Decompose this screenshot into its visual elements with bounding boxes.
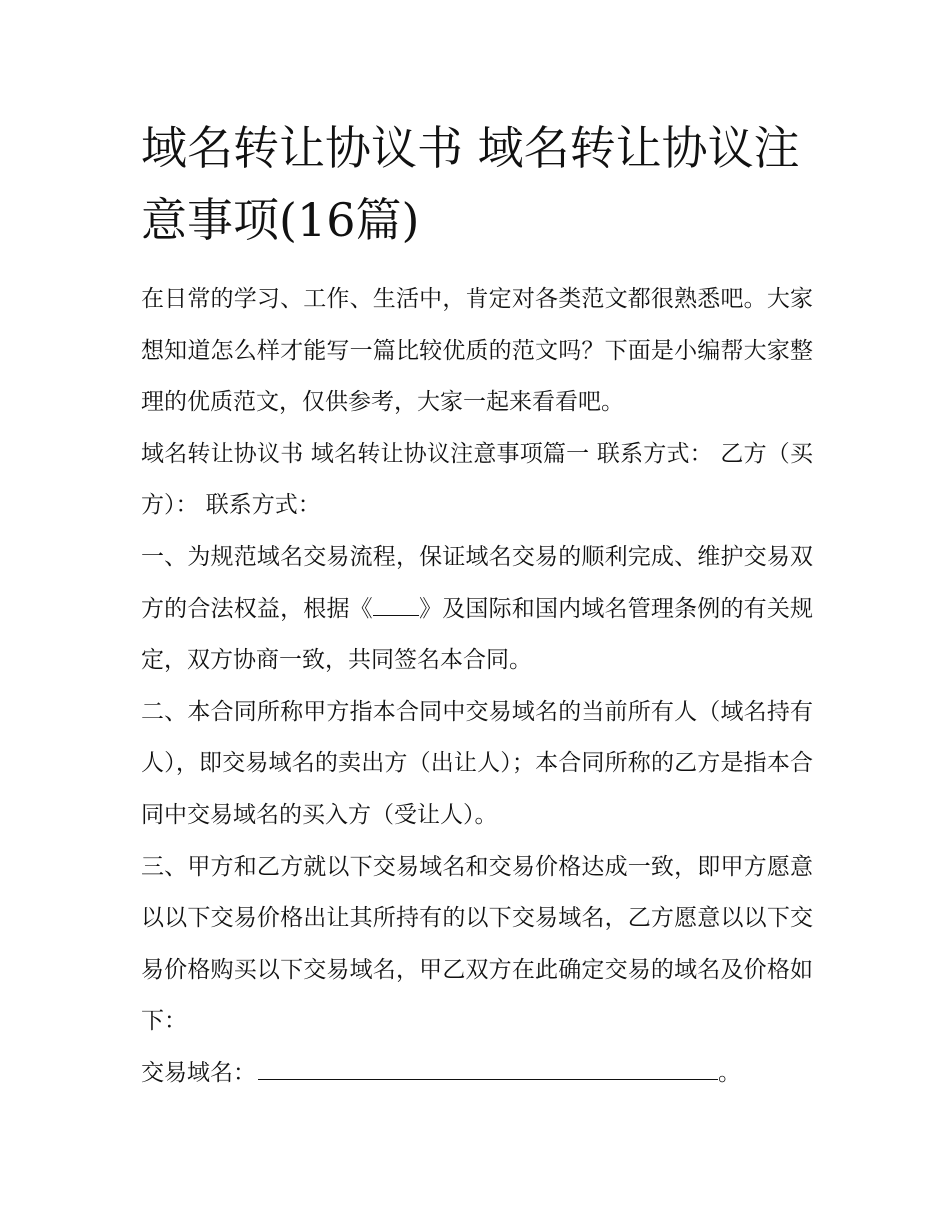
domain-line-end: 。 [718, 1059, 741, 1086]
domain-blank [258, 1061, 718, 1080]
law-name-blank [373, 597, 419, 616]
document-title: 域名转让协议书 域名转让协议注意事项(16篇) [141, 121, 800, 247]
domain-line [141, 1048, 813, 1100]
domain-label: 交易域名： [141, 1059, 256, 1086]
clause-one-text-before: 一、为规范域名交易流程，保证域名交易的顺利完成、维护交易双方的合法权益，根据《 [141, 543, 813, 622]
contact-paragraph: 域名转让协议书 域名转让协议注意事项篇一 联系方式： 乙方（买方）： 联系方式： [141, 440, 813, 519]
document-body [141, 274, 813, 1100]
clause-two-paragraph: 二、本合同所称甲方指本合同中交易域名的当前所有人（域名持有人），即交易域名的卖出方（出让人）；本合同所称的乙方是指本合同中交易域名的买入方（受让人）。 [141, 698, 813, 828]
clause-one-paragraph [141, 532, 813, 687]
clause-one-text-after: 》及国际和国内域名管理条例的有关规定，双方协商一致，共同签名本合同。 [141, 595, 814, 674]
intro-paragraph: 在日常的学习、工作、生活中，肯定对各类范文都很熟悉吧。大家想知道怎么样才能写一篇比较优质的范文吗？下面是小编帮大家整理的优质范文，仅供参考，大家一起来看看吧。 [141, 286, 813, 416]
clause-three-paragraph: 三、甲方和乙方就以下交易域名和交易价格达成一致，即甲方愿意以以下交易价格出让其所持有的以下交易域名，乙方愿意以以下交易价格购买以下交易域名，甲乙双方在此确定交易的域名及价格如下： [141, 853, 813, 1035]
